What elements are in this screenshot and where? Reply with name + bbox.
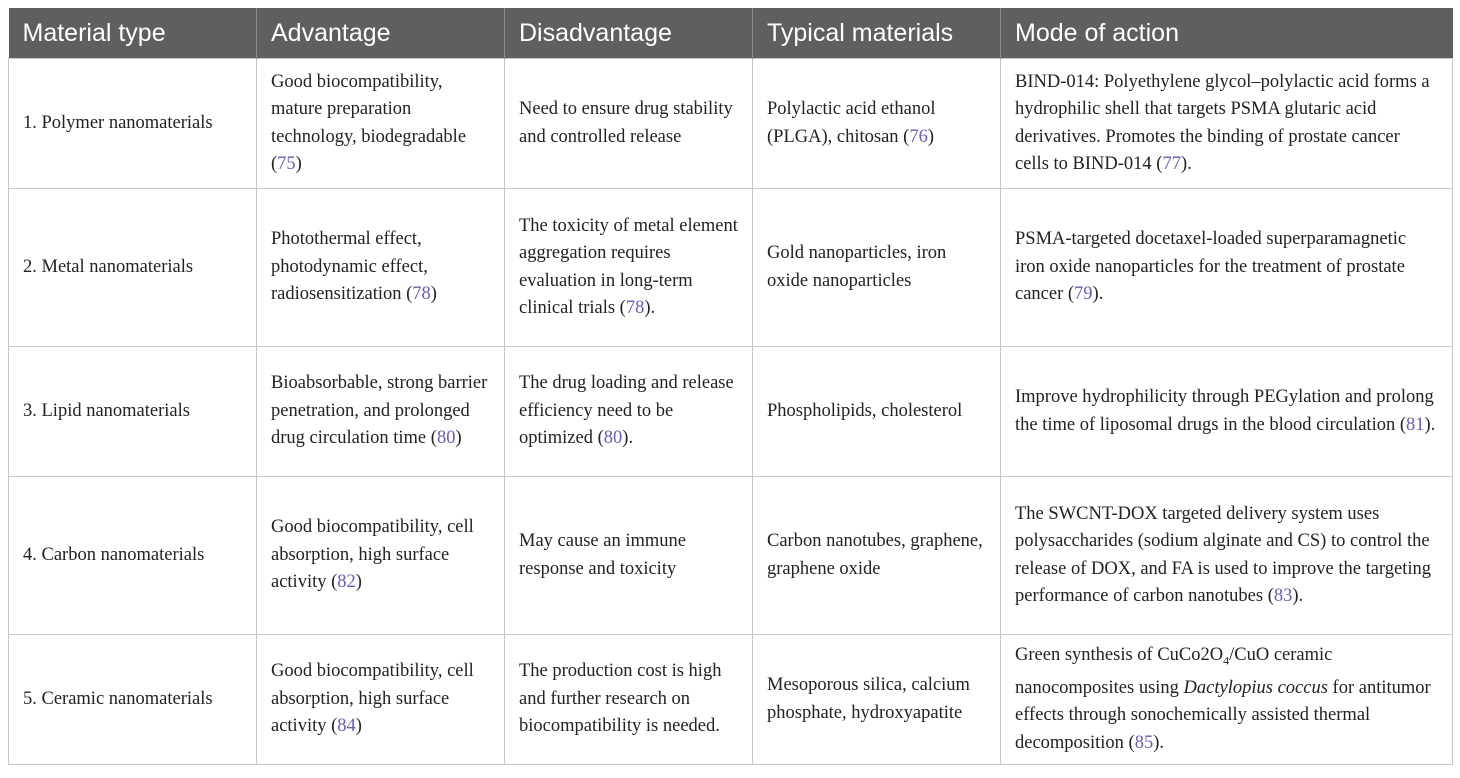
cell-text: ). — [1292, 586, 1304, 606]
cell-typical-materials: Carbon nanotubes, graphene, graphene oxide — [753, 477, 1001, 635]
reference-link[interactable]: 84 — [337, 716, 356, 737]
cell-material-type: 3. Lipid nanomaterials — [9, 347, 257, 477]
cell-advantage — [257, 189, 505, 347]
reference-link[interactable]: 81 — [1406, 414, 1425, 435]
subscript: 4 — [1223, 653, 1230, 668]
cell-text: /CuO ceramic nanocomposites using — [1015, 644, 1333, 698]
cell-text: Improve hydrophilicity through PEGylation and prolong the time of liposomal drugs in the blood circulation ( — [1015, 387, 1434, 435]
cell-text: Good biocompatibility, mature preparation technology, biodegradable ( — [271, 71, 467, 174]
reference-link[interactable]: 78 — [412, 284, 431, 305]
cell-text: ) — [295, 154, 302, 174]
header-mode-of-action: Mode of action — [1001, 8, 1453, 59]
species-name: Dactylopius coccus — [1183, 677, 1328, 698]
cell-typical-materials: Gold nanoparticles, iron oxide nanoparticles — [753, 189, 1001, 347]
cell-text: ). — [622, 428, 634, 449]
reference-link[interactable]: 85 — [1134, 732, 1154, 753]
cell-typical-materials — [753, 635, 1001, 765]
cell-material-type: 5. Ceramic nanomaterials — [9, 635, 257, 765]
cell-advantage — [257, 347, 505, 477]
cell-text: ) — [355, 716, 362, 737]
cell-text: The SWCNT-DOX targeted delivery system uses polysaccharides (sodium alginate and CS) to control the release of DOX, and FA is used to improve the targeting performance of carbon nanotubes ( — [1015, 503, 1431, 606]
cell-text: ) — [355, 572, 362, 593]
cell-disadvantage: Need to ensure drug stability and controlled release — [505, 59, 753, 189]
cell-typical-materials — [753, 59, 1001, 189]
table-row — [9, 59, 1453, 189]
cell-text: Good biocompatibility, cell absorption, high surface activity ( — [271, 661, 474, 737]
reference-link[interactable]: 82 — [337, 572, 356, 593]
cell-text: Green synthesis of CuCo2O — [1015, 644, 1224, 665]
cell-mode-of-action — [1001, 189, 1453, 347]
reference-link[interactable]: 79 — [1074, 284, 1093, 305]
cell-disadvantage: May cause an immune response and toxicity — [505, 477, 753, 635]
cell-text: ) — [927, 126, 934, 147]
cell-material-type: 1. Polymer nanomaterials — [9, 59, 257, 189]
table-row — [9, 635, 1453, 765]
reference-link[interactable]: 76 — [909, 126, 928, 147]
reference-link[interactable]: 77 — [1162, 154, 1181, 174]
cell-disadvantage: The production cost is high and further research on biocompatibility is needed. — [505, 635, 753, 765]
cell-text: for antitumor effects through sonochemically assisted thermal decomposition ( — [1015, 677, 1431, 753]
cell-text: Bioabsorbable, strong barrier penetration, and prolonged drug circulation time ( — [271, 373, 488, 449]
header-typical-materials: Typical materials — [753, 8, 1001, 59]
cell-text: Good biocompatibility, cell absorption, high surface activity ( — [271, 517, 474, 593]
header-material-type: Material type — [9, 8, 257, 59]
reference-link[interactable]: 80 — [436, 428, 456, 449]
cell-mode-of-action — [1001, 347, 1453, 477]
cell-disadvantage — [505, 347, 753, 477]
cell-text: ). — [1092, 284, 1104, 305]
table-row — [9, 347, 1453, 477]
cell-text: ). — [1180, 154, 1192, 174]
cell-text: The toxicity of metal element aggregation requires evaluation in long-term clinical trials ( — [519, 215, 738, 318]
cell-text: ). — [1153, 732, 1165, 753]
header-disadvantage: Disadvantage — [505, 8, 753, 59]
reference-link[interactable]: 75 — [277, 154, 296, 174]
table-row — [9, 189, 1453, 347]
cell-mode-of-action — [1001, 59, 1453, 189]
reference-link[interactable]: 78 — [625, 298, 645, 318]
cell-disadvantage — [505, 189, 753, 347]
cell-text: Photothermal effect, photodynamic effect, radiosensitization ( — [271, 229, 428, 305]
cell-text: PSMA-targeted docetaxel-loaded superparamagnetic iron oxide nanoparticles for the treatment of prostate cancer ( — [1015, 229, 1407, 305]
reference-link[interactable]: 83 — [1273, 586, 1293, 606]
cell-text: Polylactic acid ethanol (PLGA), chitosan ( — [767, 99, 936, 147]
cell-material-type: 4. Carbon nanomaterials — [9, 477, 257, 635]
cell-material-type: 2. Metal nanomaterials — [9, 189, 257, 347]
header-row — [9, 8, 1453, 59]
cell-text: ) — [430, 284, 437, 305]
table-row — [9, 477, 1453, 635]
cell-text: phosphate, hydroxyapatite — [767, 702, 963, 723]
reference-link[interactable]: 80 — [603, 428, 623, 449]
cell-mode-of-action — [1001, 635, 1453, 765]
cell-text: ) — [455, 428, 462, 449]
cell-text: ). — [644, 298, 656, 318]
cell-advantage — [257, 477, 505, 635]
cell-mode-of-action — [1001, 477, 1453, 635]
cell-advantage — [257, 59, 505, 189]
materials-table — [8, 8, 1453, 765]
cell-advantage — [257, 635, 505, 765]
table-container — [8, 8, 1452, 765]
header-advantage: Advantage — [257, 8, 505, 59]
cell-text: The drug loading and release efficiency need to be optimized ( — [519, 373, 734, 449]
cell-typical-materials: Phospholipids, cholesterol — [753, 347, 1001, 477]
cell-text: BIND-014: Polyethylene glycol–polylactic acid forms a hydrophilic shell that targets PSMA glutaric acid derivatives. Promotes the binding of prostate cancer cells to BIND-014 ( — [1015, 71, 1430, 174]
cell-text: Mesoporous silica, calcium — [767, 675, 970, 695]
cell-text: ). — [1424, 414, 1436, 435]
